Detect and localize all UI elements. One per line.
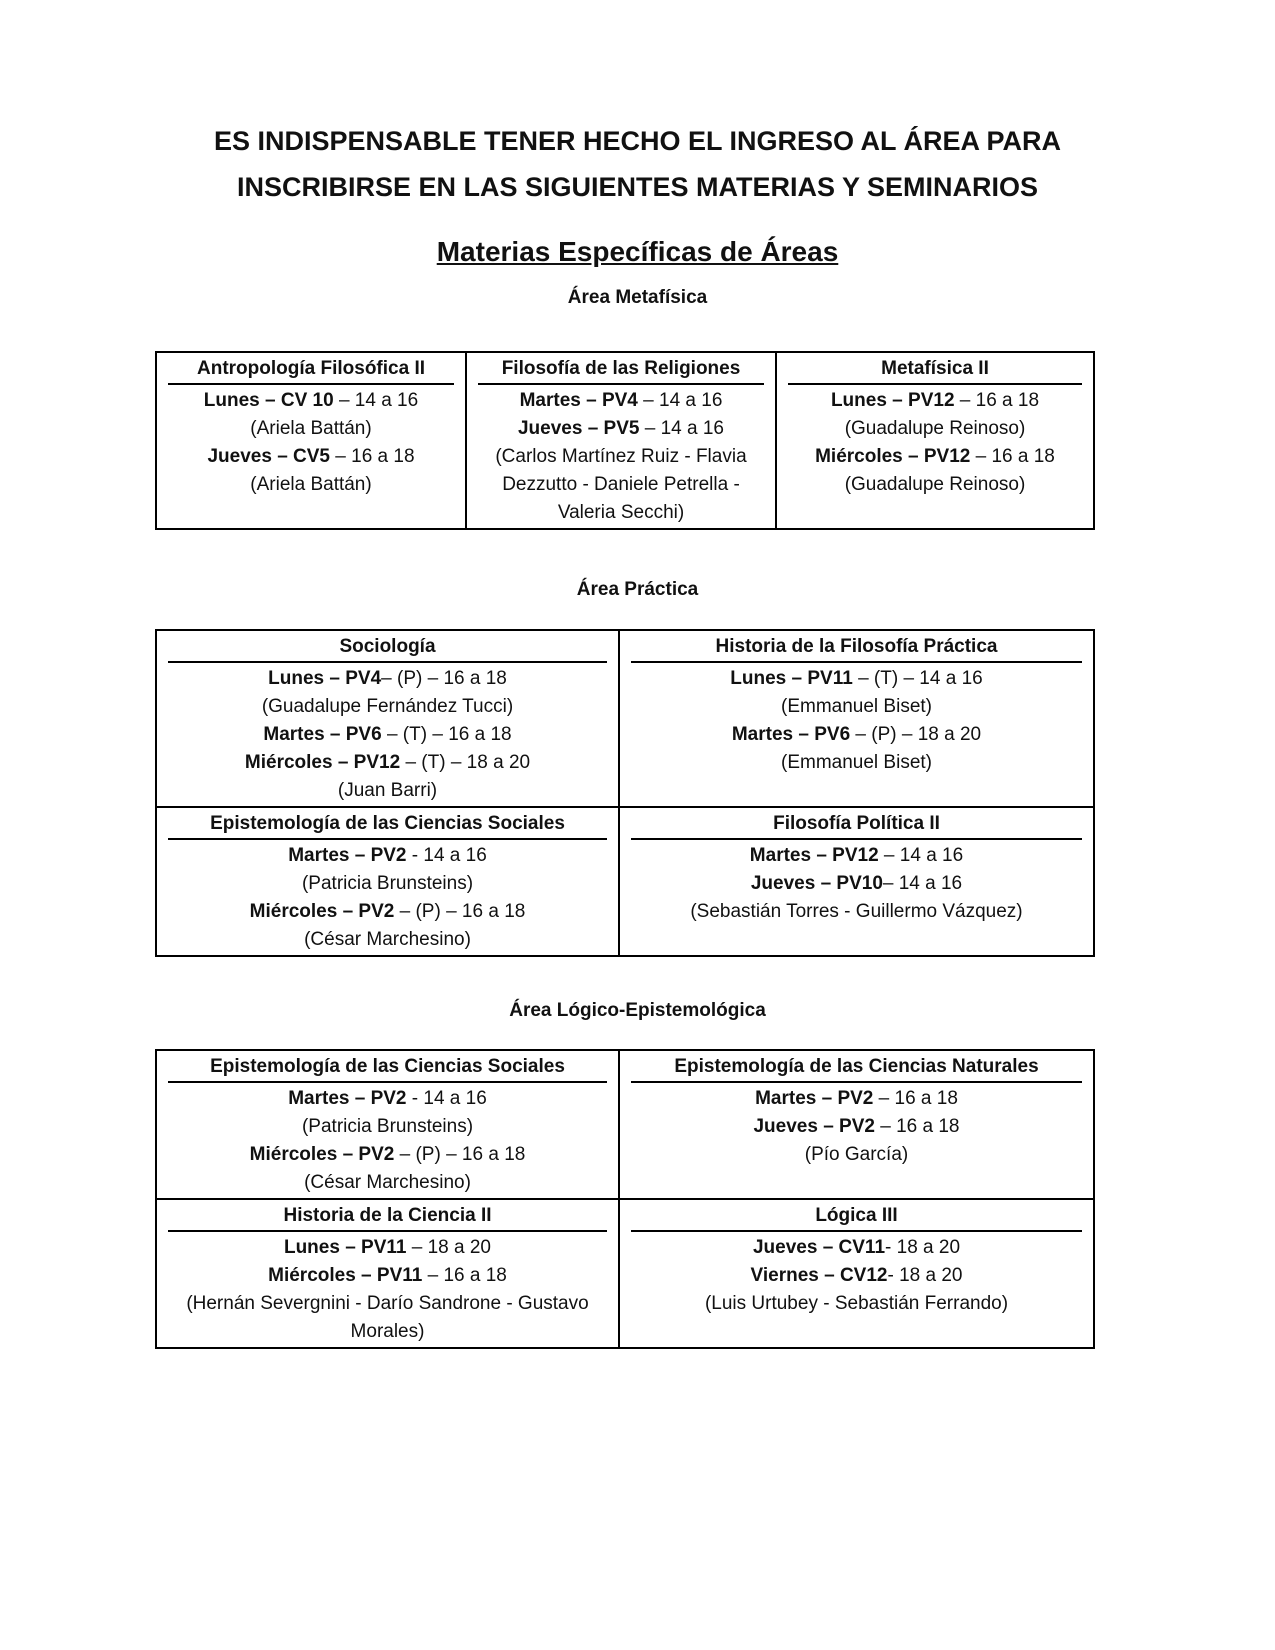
time-range: – 16 a 18 [954, 390, 1040, 411]
day-room: Martes – PV6 [731, 724, 851, 745]
time-range: – 14 a 16 [882, 873, 963, 894]
course-title: Epistemología de las Ciencias Sociales [168, 811, 607, 840]
day-room: Martes – PV2 [288, 1088, 407, 1109]
professor-names: (Patricia Brunsteins) [301, 873, 474, 894]
professor-line [168, 415, 454, 443]
time-range: – (P) – 16 a 18 [381, 668, 507, 689]
professor-line [631, 693, 1082, 721]
professor-names: (Guadalupe Reinoso) [844, 474, 1026, 495]
professor-names: (Patricia Brunsteins) [301, 1116, 474, 1137]
professor-line [631, 898, 1082, 926]
course-cell [619, 1199, 1094, 1348]
course-cell [156, 1050, 619, 1199]
time-range: – (T) – 14 a 16 [852, 668, 983, 689]
schedule-line [168, 749, 607, 777]
professor-line [168, 1113, 607, 1141]
professor-line [631, 1141, 1082, 1169]
notice-heading-line-2: INSCRIBIRSE EN LAS SIGUIENTES MATERIAS Y SEMINARIOS [236, 172, 1039, 202]
time-range: – (P) – 16 a 18 [394, 1144, 526, 1165]
time-range: – 14 a 16 [878, 845, 964, 866]
schedule-table-metafisica [155, 351, 1095, 530]
schedule-line [631, 665, 1082, 693]
professor-line [631, 749, 1082, 777]
schedule-line [168, 443, 454, 471]
course-cell [619, 1050, 1094, 1199]
professor-names: (Carlos Martínez Ruiz - Flavia Dezzutto - Daniele Petrella - Valeria Secchi) [495, 446, 747, 523]
time-range: – (T) – 16 a 18 [381, 724, 512, 745]
schedule-line [168, 1262, 607, 1290]
day-room: Miércoles – PV11 [268, 1265, 423, 1286]
time-range: – 16 a 18 [422, 1265, 507, 1286]
professor-names: (Pío García) [804, 1144, 909, 1165]
time-range: - 14 a 16 [406, 1088, 487, 1109]
schedule-line [631, 1262, 1082, 1290]
course-title: Metafísica II [788, 356, 1082, 385]
professor-line [168, 1290, 607, 1346]
course-title: Antropología Filosófica II [168, 356, 454, 385]
day-room: Lunes – PV11 [283, 1237, 407, 1258]
professor-line [168, 926, 607, 954]
professor-names: (Ariela Battán) [250, 474, 372, 495]
time-range: - 18 a 20 [885, 1237, 961, 1258]
course-cell [156, 807, 619, 956]
day-room: Martes – PV2 [288, 845, 407, 866]
course-title: Sociología [168, 634, 607, 663]
course-cell [619, 807, 1094, 956]
course-title: Epistemología de las Ciencias Sociales [168, 1054, 607, 1083]
course-title: Filosofía de las Religiones [478, 356, 764, 385]
time-range: – 16 a 18 [873, 1088, 958, 1109]
time-range: – (T) – 18 a 20 [400, 752, 531, 773]
day-room: Lunes – PV4 [268, 668, 382, 689]
schedule-table-practica [155, 629, 1095, 957]
professor-names: (Guadalupe Reinoso) [844, 418, 1026, 439]
professor-names: (César Marchesino) [304, 1172, 471, 1193]
professor-line [168, 870, 607, 898]
professor-names: (Juan Barri) [337, 780, 438, 801]
professor-line [631, 1290, 1082, 1318]
time-range: - 18 a 20 [887, 1265, 963, 1286]
course-cell [619, 630, 1094, 807]
day-room: Jueves – CV11 [752, 1237, 886, 1258]
schedule-line [168, 665, 607, 693]
schedule-line [631, 842, 1082, 870]
professor-names: (Guadalupe Fernández Tucci) [261, 696, 514, 717]
course-title: Lógica III [631, 1203, 1082, 1232]
schedule-line [788, 443, 1082, 471]
schedule-row [156, 352, 1094, 529]
time-range: – 14 a 16 [333, 390, 419, 411]
day-room: Miércoles – PV2 [249, 1144, 395, 1165]
schedule-table-logico-epistemologica [155, 1049, 1095, 1349]
course-title: Epistemología de las Ciencias Naturales [631, 1054, 1082, 1083]
professor-line [788, 471, 1082, 499]
course-cell [776, 352, 1094, 529]
time-range: – 16 a 18 [330, 446, 415, 467]
time-range: – 14 a 16 [637, 390, 723, 411]
day-room: Lunes – PV12 [830, 390, 955, 411]
schedule-line [631, 1234, 1082, 1262]
schedule-line [631, 721, 1082, 749]
schedule-line [168, 1234, 607, 1262]
schedule-line [631, 1085, 1082, 1113]
professor-line [168, 471, 454, 499]
day-room: Lunes – PV11 [730, 668, 853, 689]
time-range: - 14 a 16 [406, 845, 487, 866]
section-subtitle: Materias Específicas de Áreas [436, 236, 839, 267]
professor-names: (Emmanuel Biset) [781, 696, 932, 717]
professor-names: (Luis Urtubey - Sebastián Ferrando) [704, 1293, 1009, 1314]
day-room: Viernes – CV12 [750, 1265, 888, 1286]
time-range: – (P) – 18 a 20 [850, 724, 982, 745]
day-room: Lunes – CV 10 [203, 390, 334, 411]
professor-names: (Ariela Battán) [250, 418, 372, 439]
notice-heading-line-1: ES INDISPENSABLE TENER HECHO EL INGRESO AL ÁREA PARA [213, 126, 1062, 156]
schedule-row [156, 630, 1094, 807]
professor-names: (Emmanuel Biset) [781, 752, 932, 773]
schedule-line [168, 1085, 607, 1113]
schedule-row [156, 1050, 1094, 1199]
professor-names: (Sebastián Torres - Guillermo Vázquez) [690, 901, 1023, 922]
professor-line [168, 1169, 607, 1197]
day-room: Miércoles – PV12 [244, 752, 401, 773]
professor-line [788, 415, 1082, 443]
day-room: Jueves – CV5 [207, 446, 330, 467]
course-title: Historia de la Ciencia II [168, 1203, 607, 1232]
time-range: – 16 a 18 [970, 446, 1055, 467]
professor-line [168, 693, 607, 721]
schedule-line [631, 870, 1082, 898]
time-range: – (P) – 16 a 18 [394, 901, 526, 922]
course-title: Filosofía Política II [631, 811, 1082, 840]
course-cell [156, 352, 466, 529]
day-room: Martes – PV12 [749, 845, 879, 866]
time-range: – 16 a 18 [874, 1116, 960, 1137]
schedule-line [168, 721, 607, 749]
area-title-practica: Área Práctica [576, 579, 699, 600]
professor-names: (Hernán Severgnini - Darío Sandrone - Gustavo Morales) [186, 1293, 589, 1342]
professor-names: (César Marchesino) [304, 929, 471, 950]
professor-line [168, 777, 607, 805]
day-room: Miércoles – PV12 [815, 446, 971, 467]
day-room: Miércoles – PV2 [249, 901, 395, 922]
schedule-line [788, 387, 1082, 415]
area-title-logico-epistemologica: Área Lógico-Epistemológica [509, 1000, 766, 1021]
day-room: Jueves – PV5 [517, 418, 640, 439]
schedule-line [168, 1141, 607, 1169]
schedule-row [156, 807, 1094, 956]
notice-heading [150, 118, 1125, 210]
course-cell [156, 630, 619, 807]
schedule-line [168, 387, 454, 415]
course-title: Historia de la Filosofía Práctica [631, 634, 1082, 663]
course-cell [466, 352, 776, 529]
day-room: Martes – PV2 [755, 1088, 874, 1109]
schedule-line [168, 842, 607, 870]
schedule-line [478, 387, 764, 415]
professor-line [478, 443, 764, 527]
schedule-line [478, 415, 764, 443]
schedule-line [631, 1113, 1082, 1141]
day-room: Jueves – PV10 [750, 873, 883, 894]
time-range: – 14 a 16 [639, 418, 724, 439]
day-room: Martes – PV6 [263, 724, 382, 745]
day-room: Jueves – PV2 [753, 1116, 875, 1137]
schedule-line [168, 898, 607, 926]
day-room: Martes – PV4 [519, 390, 638, 411]
schedule-row [156, 1199, 1094, 1348]
time-range: – 18 a 20 [406, 1237, 492, 1258]
course-cell [156, 1199, 619, 1348]
area-title-metafisica: Área Metafísica [567, 287, 708, 308]
